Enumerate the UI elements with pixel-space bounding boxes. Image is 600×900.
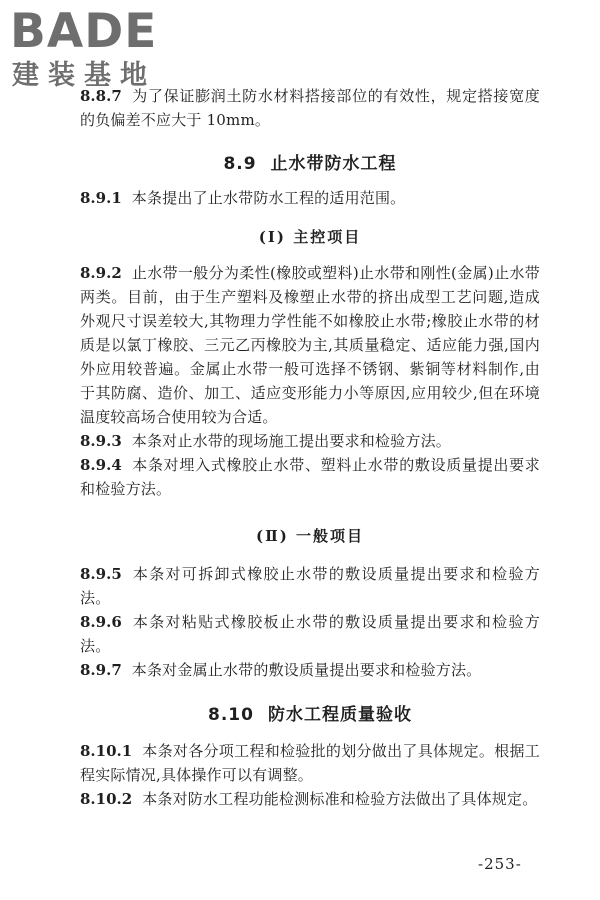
clause-text: 本条对防水工程功能检测标准和检验方法做出了具体规定。: [142, 790, 538, 808]
clause-text: 本条对止水带的现场施工提出要求和检验方法。: [131, 432, 451, 450]
clause-number: 8.9.7: [80, 661, 122, 679]
clause-number: 8.9.6: [80, 613, 122, 631]
clause-number: 8.9.5: [80, 565, 122, 583]
subsection-main-items: (Ⅰ) 主控项目: [258, 228, 362, 246]
section-number: 8.10: [208, 705, 254, 725]
clause-8-9-2: [80, 261, 540, 429]
clause-number: 8.9.4: [80, 456, 122, 474]
clause-text: 本条对可拆卸式橡胶止水带的敷设质量提出要求和检验方法。: [80, 565, 540, 607]
watermark-logo: [10, 6, 180, 96]
clause-number: 8.8.7: [80, 87, 122, 105]
section-heading-8-10: [80, 700, 540, 725]
section-heading-8-9: [80, 149, 540, 174]
clause-text: 本条提出了止水带防水工程的适用范围。: [131, 189, 406, 207]
section-number: 8.9: [223, 154, 257, 174]
watermark-subtitle: 建装基地: [12, 60, 156, 91]
clause-8-10-2: [80, 787, 540, 811]
clause-8-9-1: [80, 186, 540, 210]
clause-number: 8.9.1: [80, 189, 122, 207]
page-number: -253-: [478, 855, 522, 873]
document-body: [80, 82, 540, 811]
subsection-general-items: (Ⅱ) 一般项目: [255, 527, 365, 545]
clause-number: 8.9.3: [80, 432, 122, 450]
clause-8-9-5: [80, 562, 540, 610]
clause-8-10-1: [80, 739, 540, 787]
clause-text: 止水带一般分为柔性(橡胶或塑料)止水带和刚性(金属)止水带两类。目前，由于生产塑料及橡塑止水带的挤出成型工艺问题,造成外观尺寸误差较大,其物理力学性能不如橡胶止水带;橡胶止水带的材质是以氯丁橡胶、三元乙丙橡胶为主,其质量稳定、适应能力强,国内外应用较普遍。金属止水带一般可选择不锈钢、紫铜等材料制作,由于其防腐、造价、加工、适应变形能力小等原因,应用较少,但在环境温度较高场合使用较为合适。: [80, 264, 540, 426]
clause-number: 8.10.1: [80, 742, 133, 760]
clause-8-9-3: [80, 429, 540, 453]
clause-8-9-7: [80, 658, 540, 682]
clause-8-9-4: [80, 453, 540, 501]
clause-number: 8.10.2: [80, 790, 133, 808]
clause-text: 本条对各分项工程和检验批的划分做出了具体规定。根据工程实际情况,具体操作可以有调整。: [80, 742, 540, 784]
section-title: 止水带防水工程: [270, 154, 397, 174]
clause-text: 本条对金属止水带的敷设质量提出要求和检验方法。: [131, 661, 482, 679]
clause-text: 本条对粘贴式橡胶板止水带的敷设质量提出要求和检验方法。: [80, 613, 540, 655]
clause-8-9-6: [80, 610, 540, 658]
clause-number: 8.9.2: [80, 264, 122, 282]
clause-text: 为了保证膨润土防水材料搭接部位的有效性，规定搭接宽度的负偏差不应大于 10mm。: [80, 87, 540, 129]
section-title: 防水工程质量验收: [267, 705, 412, 725]
watermark-brand: BADE: [10, 4, 158, 59]
clause-text: 本条对埋入式橡胶止水带、塑料止水带的敷设质量提出要求和检验方法。: [80, 456, 540, 498]
